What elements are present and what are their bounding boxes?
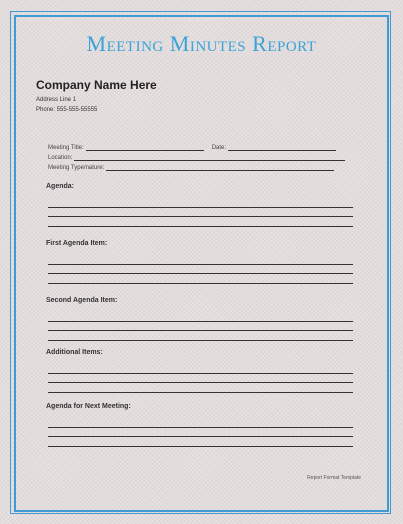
additional-items-line[interactable] bbox=[48, 373, 353, 374]
phone-line: Phone: 555-555-55555 bbox=[36, 107, 98, 113]
first-agenda-item-line[interactable] bbox=[48, 273, 353, 274]
address-line: Address Line 1 bbox=[36, 97, 77, 103]
agenda-line[interactable] bbox=[48, 216, 353, 217]
location-blank[interactable] bbox=[74, 154, 345, 161]
second-agenda-item-line[interactable] bbox=[48, 321, 353, 322]
next-meeting-agenda-line[interactable] bbox=[48, 436, 353, 437]
additional-items-label: Additional Items: bbox=[46, 349, 103, 356]
next-meeting-agenda-label: Agenda for Next Meeting: bbox=[46, 403, 131, 410]
document-title: Meeting Minutes Report bbox=[86, 31, 317, 56]
meeting-title-blank[interactable] bbox=[86, 144, 204, 151]
location-row bbox=[48, 154, 345, 161]
next-meeting-agenda-line[interactable] bbox=[48, 427, 353, 428]
footer-caption: Report Format Template bbox=[307, 475, 361, 481]
second-agenda-item-line[interactable] bbox=[48, 330, 353, 331]
meeting-type-row bbox=[48, 164, 334, 171]
first-agenda-item-label: First Agenda Item: bbox=[46, 240, 108, 247]
first-agenda-item-line[interactable] bbox=[48, 283, 353, 284]
first-agenda-item-line[interactable] bbox=[48, 264, 353, 265]
second-agenda-item-line[interactable] bbox=[48, 340, 353, 341]
meeting-type-label: Meeting Type/nature: bbox=[48, 165, 105, 171]
location-label: Location: bbox=[48, 155, 73, 161]
additional-items-line[interactable] bbox=[48, 382, 353, 383]
date-label: Date: bbox=[211, 145, 227, 151]
agenda-line[interactable] bbox=[48, 207, 353, 208]
company-name: Company Name Here bbox=[36, 78, 157, 92]
meeting-title-label: Meeting Title: bbox=[48, 145, 84, 151]
meeting-type-blank[interactable] bbox=[106, 164, 334, 171]
agenda-label: Agenda: bbox=[46, 183, 74, 190]
next-meeting-agenda-line[interactable] bbox=[48, 446, 353, 447]
agenda-line[interactable] bbox=[48, 226, 353, 227]
date-blank[interactable] bbox=[228, 144, 336, 151]
additional-items-line[interactable] bbox=[48, 392, 353, 393]
second-agenda-item-label: Second Agenda Item: bbox=[46, 297, 118, 304]
meeting-title-row bbox=[48, 144, 336, 151]
